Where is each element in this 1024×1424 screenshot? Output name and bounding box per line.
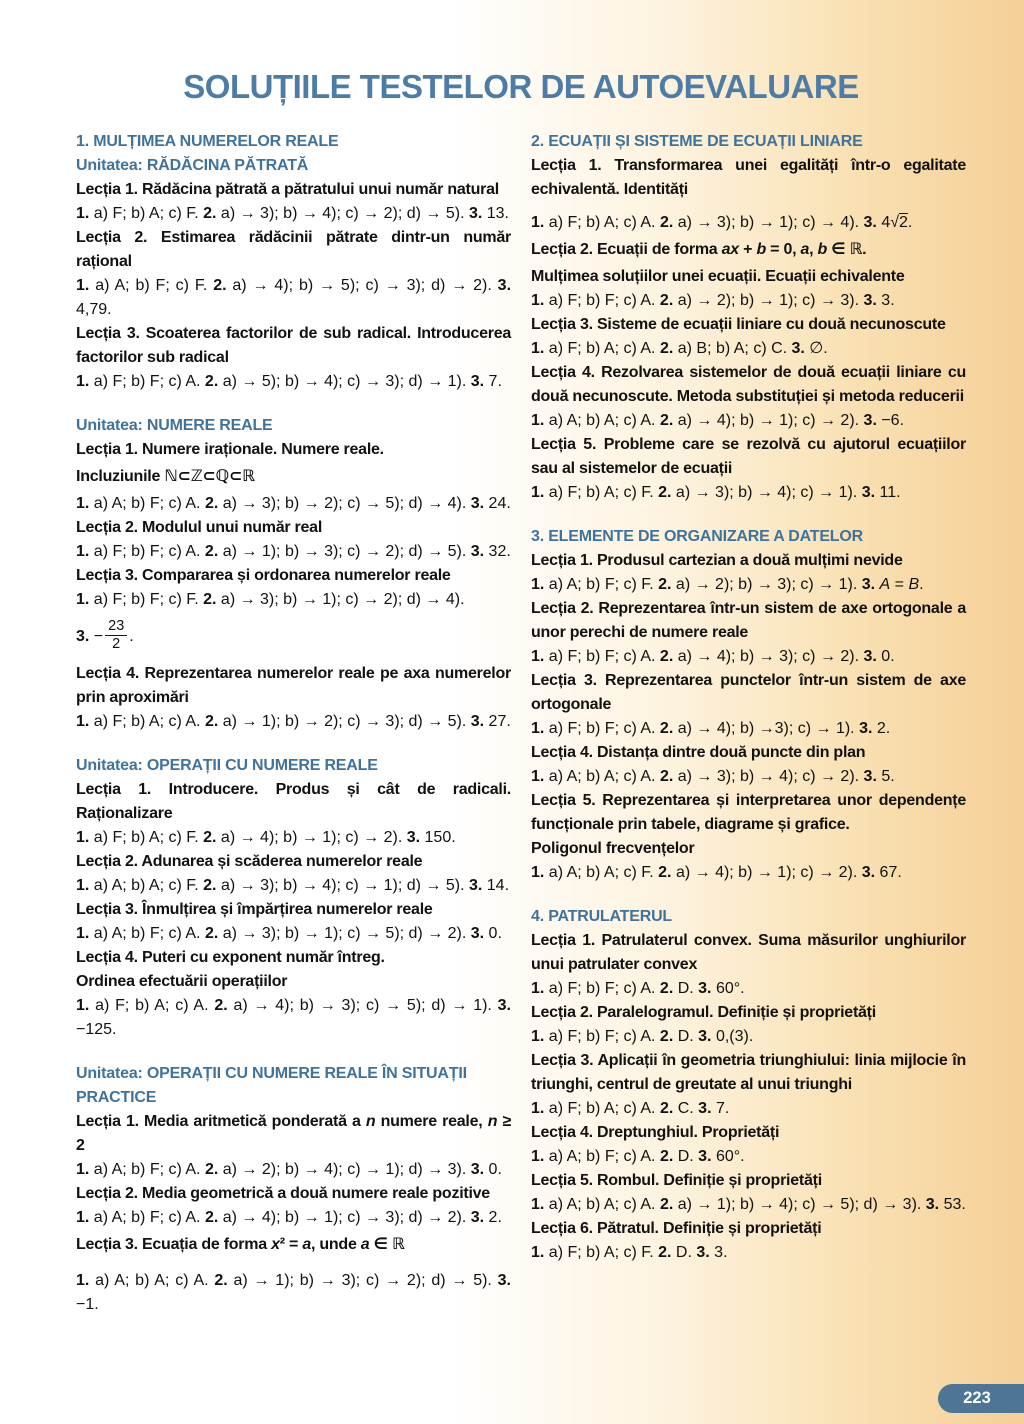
lesson-title: Lecția 1. Transformarea unei egalități într-o egalitate echivalentă. Identități xyxy=(531,157,966,198)
section-heading: 2. ECUAȚII ȘI SISTEME DE ECUAȚII LINIARE xyxy=(531,133,863,150)
answer-line: 1. a) F; b) F; c) A. 2. D. 3. 0,(3). xyxy=(531,1028,754,1045)
lesson-formula: Incluziunile ℕ⊂ℤ⊂ℚ⊂ℝ xyxy=(76,468,255,485)
page-title: SOLUȚIILE TESTELOR DE AUTOEVALUARE xyxy=(183,68,859,105)
lesson-title: Lecția 3. Ecuația de forma x² = a, unde a ∈ ℝ xyxy=(76,1236,405,1254)
lesson-title: Lecția 4. Rezolvarea sistemelor de două ecuații liniare cu două necunoscute. Metoda substituției și metoda reducerii xyxy=(531,364,966,405)
answer-line: 1. a) A; b) A; c) A. 2. a) → 1); b) → 3); c) → 2); d) → 5). 3. −1. xyxy=(76,1272,511,1314)
answer-line: 1. a) A; b) F; c) A. 2. D. 3. 60°. xyxy=(531,1148,745,1165)
answer-line: 1. a) A; b) A; c) A. 2. a) → 4); b) → 1); c) → 2). 3. −6. xyxy=(531,412,905,429)
answer-line: 1. a) F; b) A; c) A. 2. a) → 3); b) → 1); c) → 4). 3. 4√2. xyxy=(531,214,913,231)
lesson-title: Lecția 4. Puteri cu exponent număr întreg. xyxy=(76,949,385,967)
answer-line: 1. a) A; b) A; c) A. 2. a) → 1); b) → 4); c) → 5); d) → 3). 3. 53. xyxy=(531,1196,966,1213)
answer-line: 1. a) A; b) F; c) F. 2. a) → 2); b) → 3); c) → 1). 3. A = B. xyxy=(531,576,924,593)
answer-line: 1. a) F; b) A; c) F. 2. a) → 3); b) → 4); c) → 2); d) → 5). 3. 13. xyxy=(76,205,509,222)
content-columns xyxy=(76,130,966,1317)
answer-line: 1. a) F; b) F; c) A. 2. a) → 4); b) →3); c) → 1). 3. 2. xyxy=(531,720,891,737)
answer-line: 3. − $\frac{23}{2}$ . xyxy=(76,618,134,652)
lesson-title: Lecția 2. Media geometrică a două numere reale pozitive xyxy=(76,1185,490,1203)
answer-line: 1. a) A; b) F; c) F. 2. a) → 4); b) → 5); c) → 3); d) → 2). 3. 4,79. xyxy=(76,277,512,318)
lesson-title: Lecția 3. Compararea și ordonarea numerelor reale xyxy=(76,567,451,584)
lesson-title: Lecția 3. Reprezentarea punctelor într-un sistem de axe ortogonale xyxy=(531,672,966,713)
answer-line: 1. a) F; b) A; c) F. 2. a) → 4); b) → 1); c) → 2). 3. 150. xyxy=(76,829,456,847)
right-column xyxy=(531,130,966,1317)
answer-line: 1. a) F; b) F; c) A. 2. a) → 2); b) → 1); c) → 3). 3. 3. xyxy=(531,292,895,309)
answer-line: 1. a) A; b) F; c) A. 2. a) → 2); b) → 4); c) → 1); d) → 3). 3. 0. xyxy=(76,1161,502,1179)
section-heading: 4. PATRULATERUL xyxy=(531,908,672,925)
lesson-title: Lecția 1. Patrulaterul convex. Suma măsurilor unghiurilor unui patrulater convex xyxy=(531,932,966,973)
page-number-badge xyxy=(938,1384,1024,1413)
lesson-title: Lecția 1. Rădăcina pătrată a pătratului unui număr natural xyxy=(76,181,499,198)
lesson-title: Lecția 2. Estimarea rădăcinii pătrate dintr-un număr rațional xyxy=(76,229,511,270)
lesson-title: Lecția 1. Produsul cartezian a două mulțimi nevide xyxy=(531,552,903,569)
lesson-title: Lecția 4. Dreptunghiul. Proprietăți xyxy=(531,1124,780,1141)
lesson-title: Poligonul frecvențelor xyxy=(531,840,695,857)
answer-line: 1. a) F; b) F; c) A. 2. a) → 5); b) → 4); c) → 3); d) → 1). 3. 7. xyxy=(76,373,502,390)
lesson-title: Lecția 3. Scoaterea factorilor de sub radical. Introducerea factorilor sub radical xyxy=(76,325,511,366)
lesson-title: Lecția 3. Sisteme de ecuații liniare cu două necunoscute xyxy=(531,316,946,333)
lesson-title: Lecția 2. Adunarea și scăderea numerelor reale xyxy=(76,853,423,871)
lesson-title: Lecția 5. Reprezentarea și interpretarea unor dependențe funcționale prin tabele, diagrame și grafice. xyxy=(531,792,966,833)
answer-line: 1. a) F; b) A; c) F. 2. D. 3. 3. xyxy=(531,1244,728,1261)
lesson-title: Lecția 2. Reprezentarea într-un sistem de axe ortogonale a unor perechi de numere reale xyxy=(531,600,966,641)
lesson-title: Lecția 1. Numere iraționale. Numere reale. xyxy=(76,441,384,458)
answer-line: 1. a) F; b) A; c) A. 2. C. 3. 7. xyxy=(531,1100,730,1117)
answer-line: 1. a) F; b) F; c) A. 2. a) → 4); b) → 3); c) → 2). 3. 0. xyxy=(531,648,895,665)
lesson-title: Lecția 2. Modulul unui număr real xyxy=(76,519,323,536)
lesson-title: Lecția 3. Aplicații în geometria triunghiului: linia mijlocie în triunghi, centrul de greutate al unui triunghi xyxy=(531,1052,966,1093)
answer-line: 1. a) F; b) A; c) A. 2. a) B; b) A; c) C. 3. ∅. xyxy=(531,340,828,357)
unit-heading: Unitatea: RĂDĂCINA PĂTRATĂ xyxy=(76,157,309,174)
lesson-title: Lecția 4. Distanța dintre două puncte din plan xyxy=(531,744,866,761)
answer-line: 1. a) A; b) F; c) A. 2. a) → 3); b) → 1); c) → 5); d) → 2). 3. 0. xyxy=(76,925,502,943)
unit-heading: Unitatea: OPERAȚII CU NUMERE REALE ÎN SITUAȚII PRACTICE xyxy=(76,1065,467,1107)
answer-line: 1. a) A; b) A; c) A. 2. a) → 3); b) → 4); c) → 2). 3. 5. xyxy=(531,768,895,785)
answer-line: 1. a) A; b) A; c) F. 2. a) → 3); b) → 4); c) → 1); d) → 5). 3. 14. xyxy=(76,877,510,895)
answer-line: 1. a) F; b) F; c) A. 2. a) → 1); b) → 3); c) → 2); d) → 5). 3. 32. xyxy=(76,543,511,560)
lesson-title: Mulțimea soluțiilor unei ecuații. Ecuații echivalente xyxy=(531,268,905,285)
lesson-title: Lecția 4. Reprezentarea numerelor reale pe axa numerelor prin aproximări xyxy=(76,665,511,707)
answer-line: 1. a) A; b) F; c) A. 2. a) → 4); b) → 1); c) → 3); d) → 2). 3. 2. xyxy=(76,1209,502,1227)
answer-line: 1. a) F; b) A; c) F. 2. a) → 3); b) → 4); c) → 1). 3. 11. xyxy=(531,484,901,501)
answer-line: 1. a) A; b) A; c) F. 2. a) → 4); b) → 1); c) → 2). 3. 67. xyxy=(531,864,902,881)
lesson-title: Ordinea efectuării operațiilor xyxy=(76,973,288,991)
left-column xyxy=(76,130,511,1317)
answer-line: 1. a) F; b) F; c) F. 2. a) → 3); b) → 1); c) → 2); d) → 4). xyxy=(76,591,465,608)
lesson-title: Lecția 1. Introducere. Produs și cât de radicali. Raționalizare xyxy=(76,781,511,823)
answer-line: 1. a) F; b) A; c) A. 2. a) → 4); b) → 3); c) → 5); d) → 1). 3. −125. xyxy=(76,997,511,1039)
section-heading: 3. ELEMENTE DE ORGANIZARE A DATELOR xyxy=(531,528,863,545)
page-number: 223 xyxy=(963,1389,991,1407)
lesson-title: Lecția 1. Media aritmetică ponderată a n numere reale, n ≥ 2 xyxy=(76,1113,511,1155)
lesson-title: Lecția 2. Paralelogramul. Definiție și proprietăți xyxy=(531,1004,876,1021)
answer-line: 1. a) F; b) F; c) A. 2. D. 3. 60°. xyxy=(531,980,745,997)
lesson-title: Lecția 3. Înmulțirea și împărțirea numerelor reale xyxy=(76,901,433,919)
lesson-title: Lecția 6. Pătratul. Definiție și proprietăți xyxy=(531,1220,822,1237)
lesson-title: Lecția 5. Rombul. Definiție și proprietăți xyxy=(531,1172,822,1189)
section-heading: 1. MULȚIMEA NUMERELOR REALE xyxy=(76,133,339,150)
unit-heading: Unitatea: NUMERE REALE xyxy=(76,417,273,434)
answer-line: 1. a) F; b) A; c) A. 2. a) → 1); b) → 2); c) → 3); d) → 5). 3. 27. xyxy=(76,713,511,731)
unit-heading: Unitatea: OPERAȚII CU NUMERE REALE xyxy=(76,757,378,775)
lesson-title: Lecția 2. Ecuații de forma ax + b = 0, a, b ∈ ℝ. xyxy=(531,241,867,258)
lesson-title: Lecția 5. Probleme care se rezolvă cu ajutorul ecuațiilor sau al sistemelor de ecuații xyxy=(531,436,966,477)
answer-line: 1. a) A; b) F; c) A. 2. a) → 3); b) → 2); c) → 5); d) → 4). 3. 24. xyxy=(76,495,511,512)
